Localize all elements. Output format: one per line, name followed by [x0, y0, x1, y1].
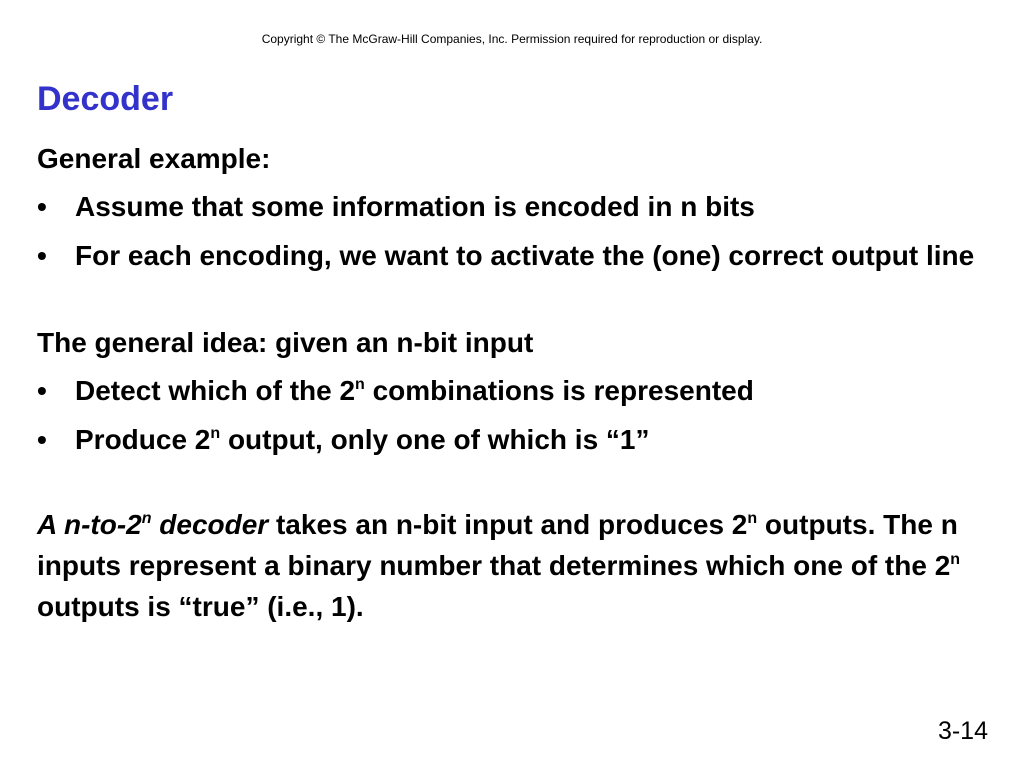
superscript-n: n — [950, 551, 961, 568]
definition-term — [37, 509, 268, 540]
spacer — [37, 284, 997, 320]
superscript-n: n — [747, 510, 758, 527]
spacer — [37, 468, 997, 504]
bullet-item — [37, 235, 997, 276]
bullet-text: For each encoding, we want to activate the (one) correct output line — [75, 240, 975, 271]
slide-body — [37, 136, 997, 627]
definition-text-3: outputs is “true” (i.e., 1). — [37, 591, 364, 622]
slide-title: Decoder — [37, 80, 174, 118]
bullet-text-pre: Produce 2 — [75, 424, 211, 455]
bullet-text-pre: Detect which of the 2 — [75, 375, 356, 406]
bullet-text: Assume that some information is encoded in n bits — [75, 191, 755, 222]
bullet-text — [75, 370, 997, 411]
superscript-n: n — [355, 376, 365, 393]
bullet-item — [37, 370, 997, 411]
bullet-text-post: output, only one of which is “1” — [220, 424, 650, 455]
bullet-icon: • — [37, 191, 47, 222]
general-idea-list — [37, 370, 997, 460]
term-part-a: A n-to-2 — [37, 509, 142, 540]
superscript-n: n — [210, 425, 221, 442]
bullet-item — [37, 186, 997, 227]
bullet-icon: • — [37, 375, 47, 406]
copyright-notice: Copyright © The McGraw-Hill Companies, Inc. Permission required for reproduction or display. — [261, 32, 763, 46]
definition-text-2: outputs. The n inputs represent a binary number that determines which one of the 2 — [37, 509, 958, 581]
bullet-text — [75, 419, 997, 460]
bullet-icon: • — [37, 240, 47, 271]
general-example-heading: General example: — [37, 143, 271, 174]
general-example-list — [37, 186, 997, 276]
term-part-b: decoder — [151, 509, 269, 540]
superscript-n: n — [141, 510, 152, 527]
bullet-text-post: combinations is represented — [364, 375, 754, 406]
page-number: 3-14 — [937, 717, 988, 745]
decoder-definition — [37, 504, 997, 627]
general-idea-heading: The general idea: given an n-bit input — [37, 327, 534, 358]
bullet-item — [37, 419, 997, 460]
bullet-icon: • — [37, 424, 47, 455]
definition-text-1: takes an n-bit input and produces 2 — [268, 509, 748, 540]
